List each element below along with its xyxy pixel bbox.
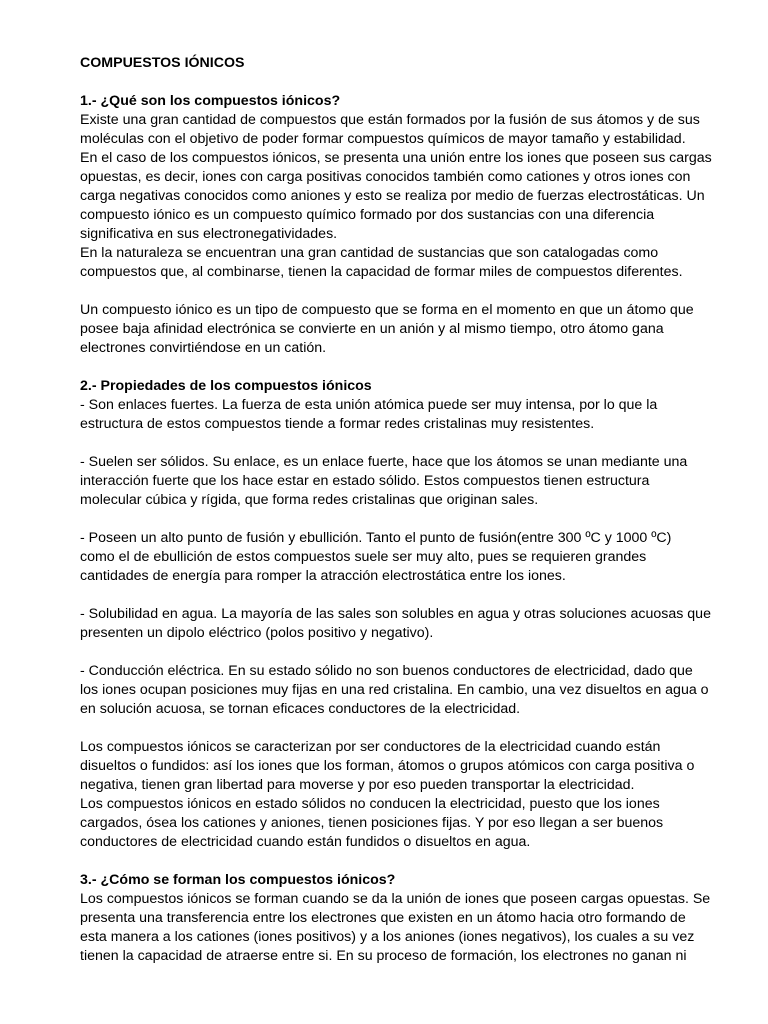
text-line: - Suelen ser sólidos. Su enlace, es un enlace fuerte, hace que los átomos se unan mediante una: [80, 454, 688, 470]
text-line: compuestos que, al combinarse, tienen la capacidad de formar miles de compuestos diferentes.: [80, 264, 683, 280]
text-line: - Solubilidad en agua. La mayoría de las sales son solubles en agua y otras soluciones acuosas que: [80, 606, 711, 622]
text-line: interacción fuerte que los hace estar en estado sólido. Estos compuestos tienen estructura: [80, 473, 650, 489]
text-line: moléculas con el objetivo de poder formar compuestos químicos de mayor tamaño y estabilidad.: [80, 131, 686, 147]
text-line: - Son enlaces fuertes. La fuerza de esta unión atómica puede ser muy intensa, por lo que la: [80, 397, 658, 413]
section-heading-2: 2.- Propiedades de los compuestos iónicos: [80, 378, 372, 394]
text-line: presenten un dipolo eléctrico (polos positivo y negativo).: [80, 625, 434, 641]
text-line: En la naturaleza se encuentran una gran cantidad de sustancias que son catalogadas como: [80, 245, 659, 261]
text-line: carga negativas conocidos como aniones y esto se realiza por medio de fuerzas electrostáticas. Un: [80, 188, 705, 204]
text-line: como el de ebullición de estos compuestos suele ser muy alto, pues se requieren grandes: [80, 549, 647, 565]
text-line: Los compuestos iónicos en estado sólidos no conducen la electricidad, puesto que los iones: [80, 796, 660, 812]
text-line: los iones ocupan posiciones muy fijas en una red cristalina. En cambio, una vez disueltos en agua o: [80, 682, 709, 698]
text-line: Existe una gran cantidad de compuestos que están formados por la fusión de sus átomos y de sus: [80, 112, 700, 128]
spacer: [80, 434, 708, 453]
text-line: cantidades de energía para romper la atracción electrostática entre los iones.: [80, 568, 566, 584]
section-heading-1: 1.- ¿Qué son los compuestos iónicos?: [80, 93, 341, 109]
text-line: Un compuesto iónico es un tipo de compuesto que se forma en el momento en que un átomo que: [80, 302, 694, 318]
spacer: [80, 73, 708, 92]
text-line: negativa, tienen gran libertad para moverse y por eso pueden transportar la electricidad.: [80, 777, 635, 793]
text-line: estructura de estos compuestos tiende a formar redes cristalinas muy resistentes.: [80, 416, 595, 432]
spacer: [80, 358, 708, 377]
spacer: [80, 852, 708, 871]
text-line: significativa en sus electronegatividades.: [80, 226, 338, 242]
text-line: Los compuestos iónicos se forman cuando se da la unión de iones que poseen cargas opuestas. Se: [80, 891, 711, 907]
text-line: cargados, ósea los cationes y aniones, tienen posiciones fijas. Y por eso llegan a ser buenos: [80, 815, 664, 831]
spacer: [80, 643, 708, 662]
text-line: posee baja afinidad electrónica se convierte en un anión y al mismo tiempo, otro átomo gana: [80, 321, 664, 337]
text-line: disueltos o fundidos: así los iones que los forman, átomos o grupos atómicos con carga positiva o: [80, 758, 695, 774]
spacer: [80, 586, 708, 605]
text-line: esta manera a los cationes (iones positivos) y a los aniones (iones negativos), los cuales a su vez: [80, 929, 695, 945]
text-line: En el caso de los compuestos iónicos, se presenta una unión entre los iones que poseen sus cargas: [80, 150, 712, 166]
spacer: [80, 282, 708, 301]
document-title: COMPUESTOS IÓNICOS: [80, 55, 245, 71]
text-line: molecular cúbica y rígida, que forma redes cristalinas que originan sales.: [80, 492, 539, 508]
text-line: - Conducción eléctrica. En su estado sólido no son buenos conductores de electricidad, dado que: [80, 663, 693, 679]
text-line: compuesto iónico es un compuesto químico formado por dos sustancias con una diferencia: [80, 207, 655, 223]
spacer: [80, 510, 708, 529]
text-line: - Poseen un alto punto de fusión y ebullición. Tanto el punto de fusión(entre 300 ºC y 1000 ºC): [80, 530, 672, 546]
text-line: electrones convirtiéndose en un catión.: [80, 340, 327, 356]
spacer: [80, 719, 708, 738]
text-line: en solución acuosa, se tornan eficaces conductores de la electricidad.: [80, 701, 521, 717]
section-heading-3: 3.- ¿Cómo se forman los compuestos iónicos?: [80, 872, 396, 888]
text-line: conductores de electricidad cuando están fundidos o disueltos en agua.: [80, 834, 531, 850]
text-line: Los compuestos iónicos se caracterizan por ser conductores de la electricidad cuando están: [80, 739, 661, 755]
text-line: presenta una transferencia entre los electrones que existen en un átomo hacia otro formando de: [80, 910, 686, 926]
text-line: opuestas, es decir, iones con carga positivas conocidos también como cationes y otros iones con: [80, 169, 691, 185]
text-line: tienen la capacidad de atraerse entre si. En su proceso de formación, los electrones no ganan ni: [80, 948, 687, 964]
